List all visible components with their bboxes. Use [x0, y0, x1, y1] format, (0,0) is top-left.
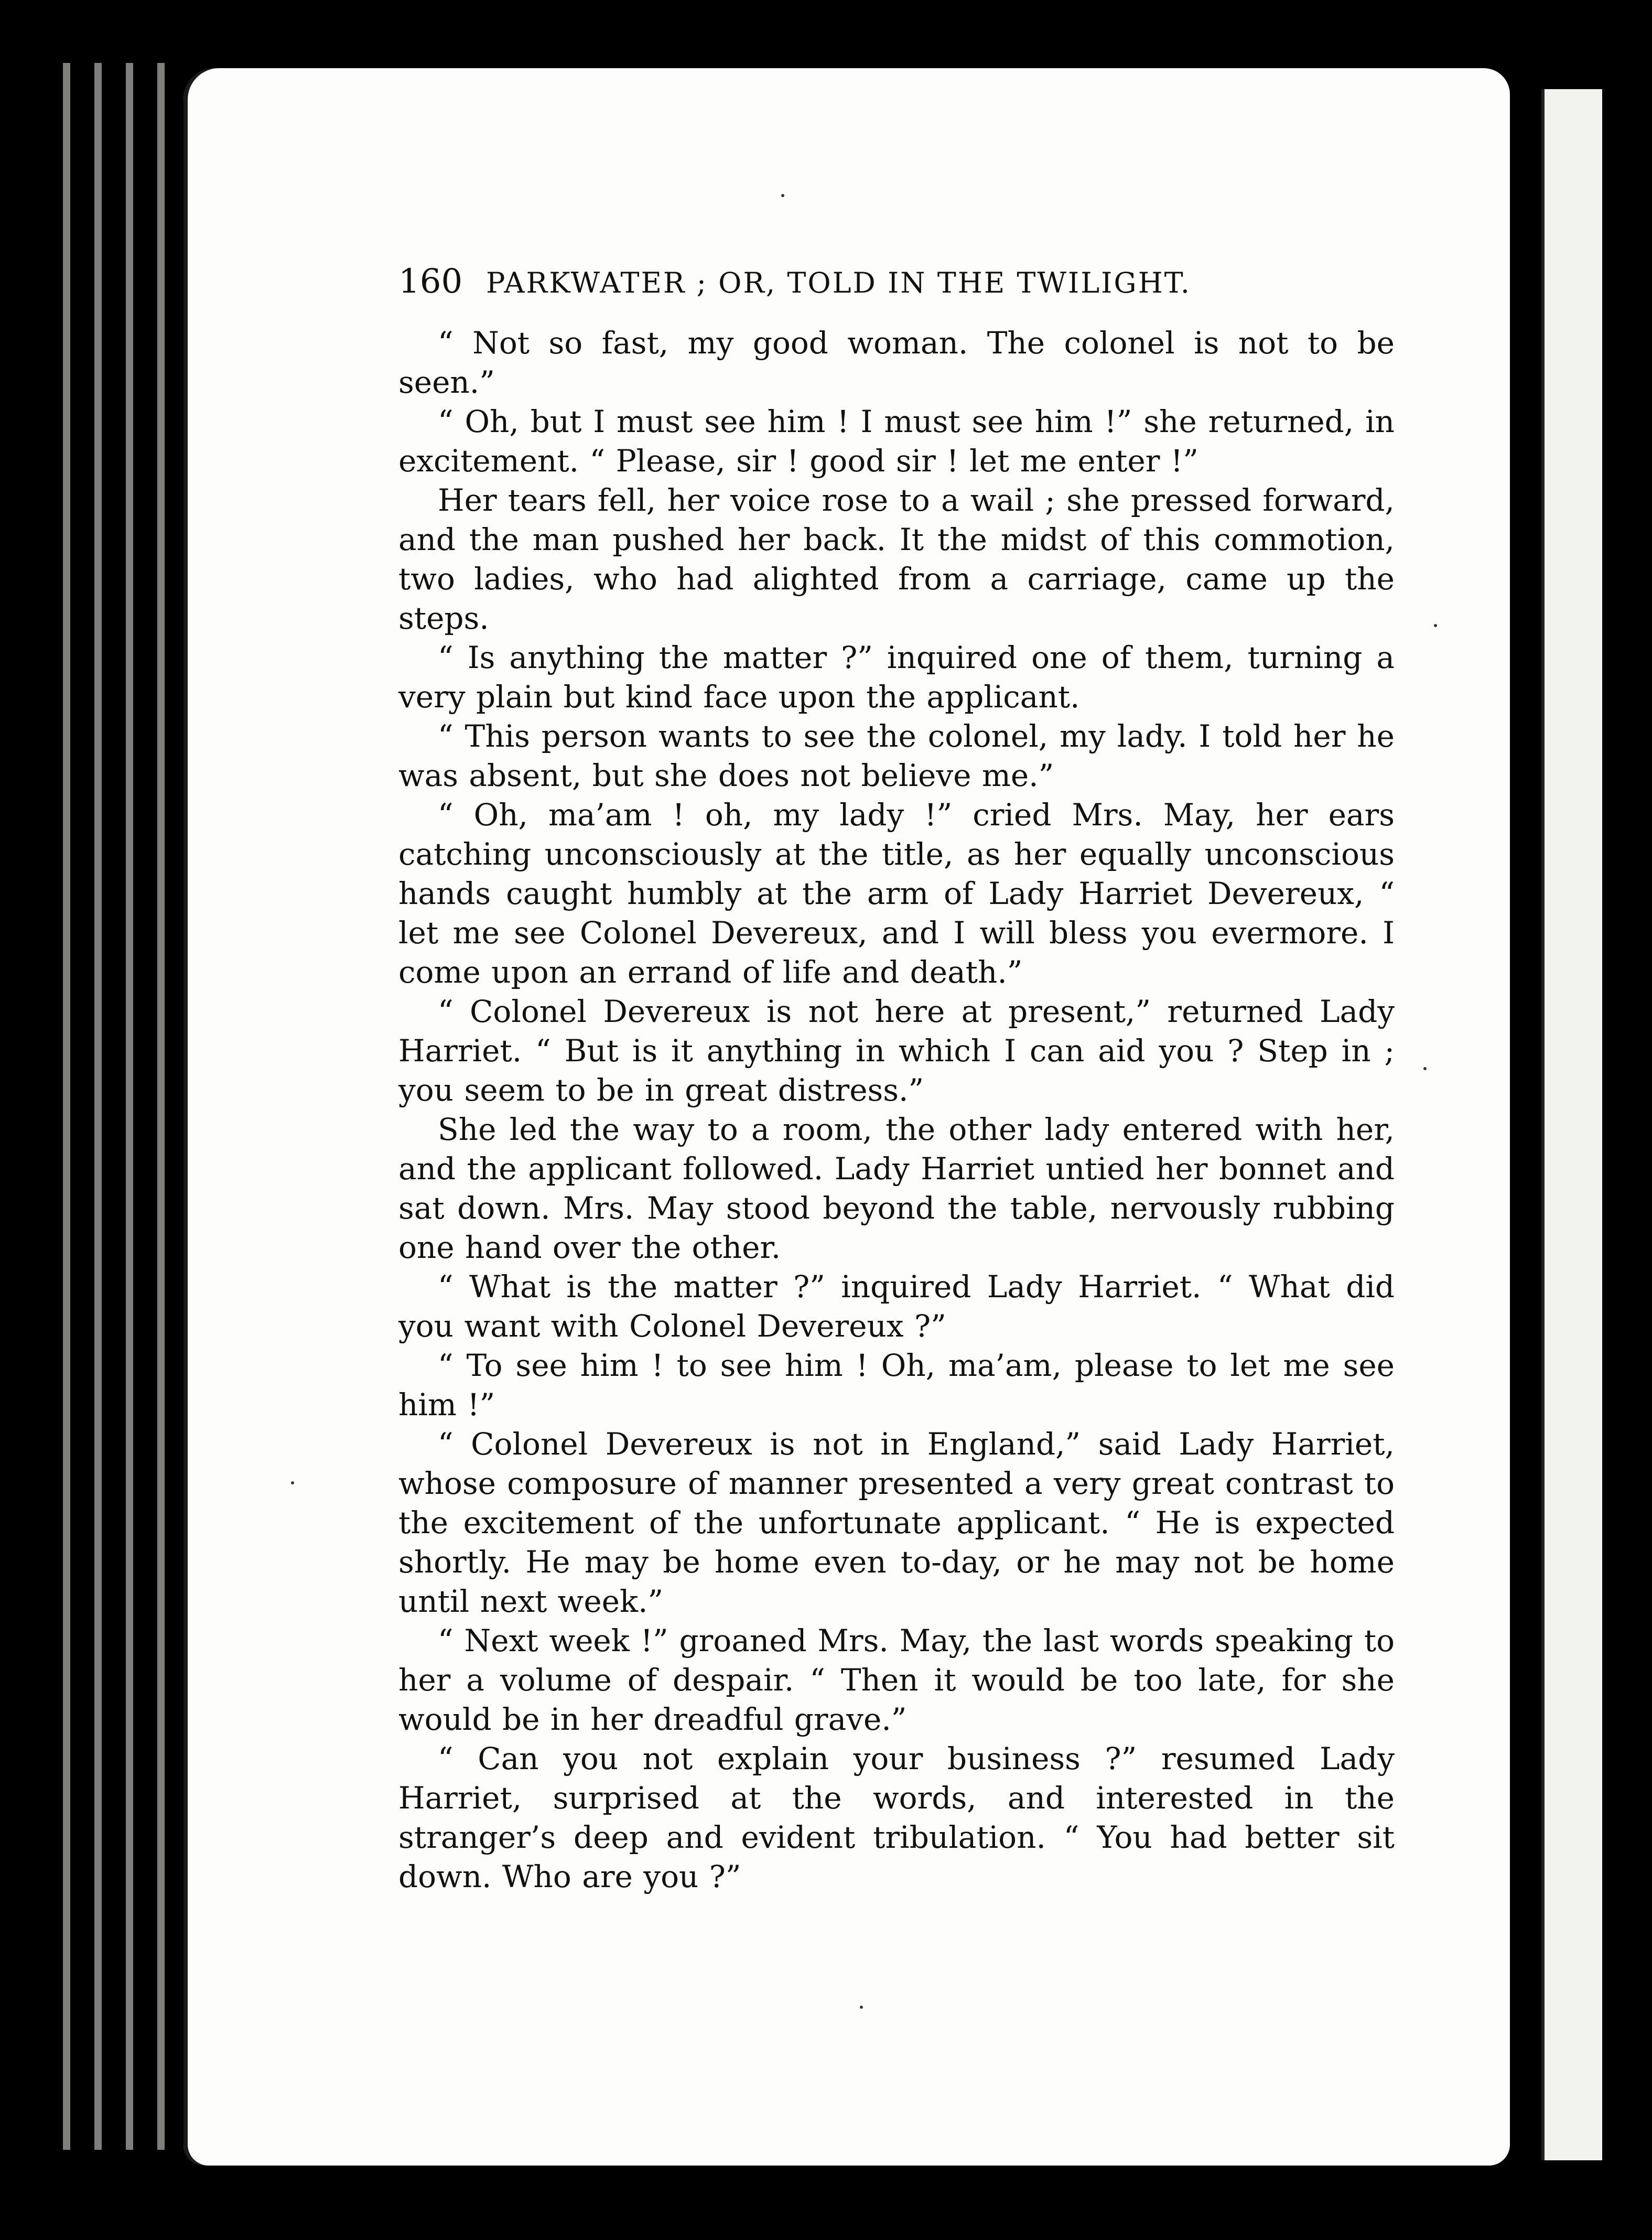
- paragraph: “ Not so fast, my good woman. The colonel is not to be seen.”: [398, 325, 1395, 400]
- paragraph: Her tears fell, her voice rose to a wail ; she pressed forward, and the man pushed her back. It the midst of this commotion, two ladies, who had alighted from a carriage, came up the steps.: [398, 482, 1395, 636]
- book-spine-edge: [126, 63, 133, 2150]
- paragraph: She led the way to a room, the other lady entered with her, and the applicant followed. Lady Harriet untied her bonnet and sat down. Mrs. May stood beyond the table, nervously rubbing one hand over the other.: [398, 1112, 1395, 1265]
- facing-page-edge: [1541, 89, 1602, 2160]
- print-speck: [1423, 1067, 1427, 1070]
- page-number: 160: [398, 262, 463, 301]
- book-spine-edge: [94, 63, 102, 2150]
- print-speck: [860, 2006, 863, 2009]
- paragraph: “ Colonel Devereux is not in England,” said Lady Harriet, whose composure of manner presented a very great contrast to the excitement of the unfortunate applicant. “ He is expected shortly. He may be home even to-day, or he may not be home until next week.”: [398, 1426, 1395, 1619]
- paragraph: “ What is the matter ?” inquired Lady Harriet. “ What did you want with Colonel Devereux ?”: [398, 1269, 1395, 1344]
- print-speck: [781, 194, 784, 197]
- print-speck: [291, 1481, 294, 1484]
- print-speck: [1434, 624, 1437, 627]
- book-spine-edge: [63, 63, 70, 2150]
- running-title: PARKWATER ; OR, TOLD IN THE TWILIGHT.: [486, 266, 1191, 299]
- paragraph: “ To see him ! to see him ! Oh, ma’am, please to let me see him !”: [398, 1348, 1395, 1423]
- paragraph: “ Colonel Devereux is not here at present,” returned Lady Harriet. “ But is it anything in which I can aid you ? Step in ; you seem to be in great distress.”: [398, 994, 1395, 1108]
- paragraph: “ Next week !” groaned Mrs. May, the last words speaking to her a volume of despair. “ Then it would be too late, for she would be in her dreadful grave.”: [398, 1623, 1395, 1737]
- paragraph: “ Can you not explain your business ?” resumed Lady Harriet, surprised at the words, and interested in the stranger’s deep and evident tribulation. “ You had better sit down. Who are you ?”: [398, 1741, 1395, 1894]
- page-text: [398, 262, 1395, 1897]
- paragraph: “ Oh, but I must see him ! I must see him !” she returned, in excitement. “ Please, sir ! good sir ! let me enter !”: [398, 404, 1395, 479]
- paragraph: “ This person wants to see the colonel, my lady. I told her he was absent, but she does not believe me.”: [398, 718, 1395, 793]
- running-head: [398, 262, 1395, 303]
- book-spine-edge: [157, 63, 165, 2150]
- paragraph: “ Oh, ma’am ! oh, my lady !” cried Mrs. May, her ears catching unconsciously at the title, as her equally unconscious hands caught humbly at the arm of Lady Harriet Devereux, “ let me see Colonel Devereux, and I will bless you evermore. I come upon an errand of life and death.”: [398, 797, 1395, 990]
- paragraph: “ Is anything the matter ?” inquired one of them, turning a very plain but kind face upon the applicant.: [398, 640, 1395, 715]
